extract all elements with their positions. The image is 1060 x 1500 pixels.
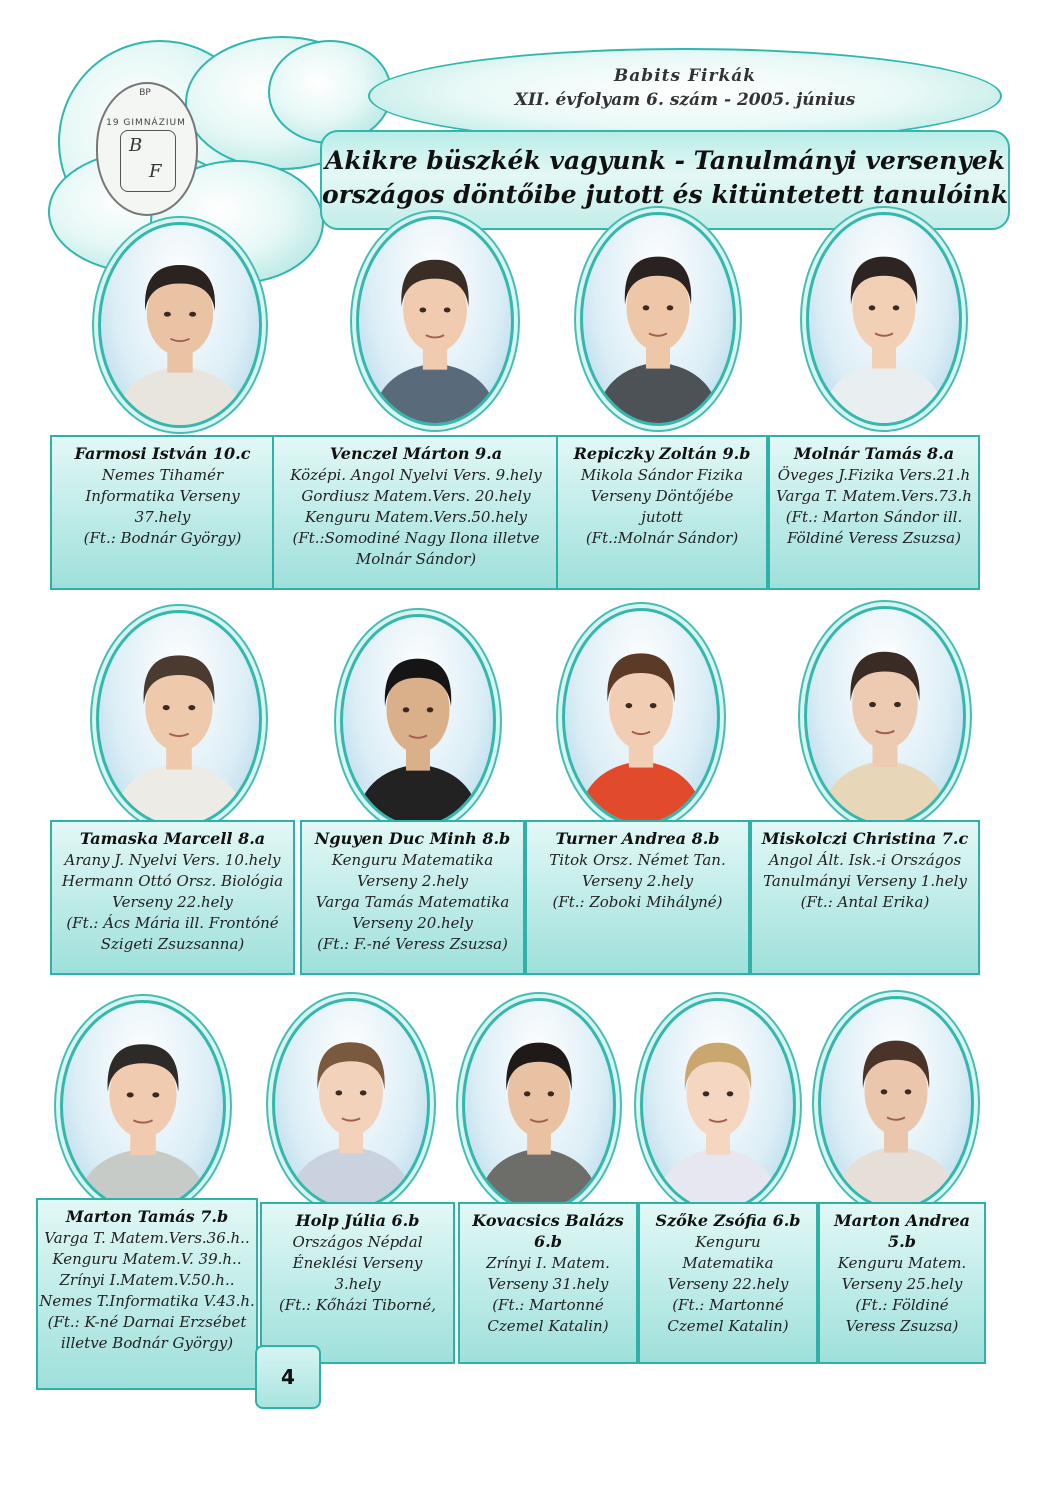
student-card: [638, 1202, 818, 1364]
achievement-line: Zrínyi I.Matem.V.50.h..: [59, 1271, 235, 1289]
student-card: [260, 1202, 455, 1364]
portrait-illustration: [583, 215, 733, 423]
publication-name: Babits Firkák: [613, 66, 757, 86]
page-number: 4: [255, 1345, 321, 1409]
student-photo: [96, 610, 262, 828]
student-photo: [580, 212, 736, 426]
student-card: [525, 820, 750, 975]
student-photo: [462, 998, 616, 1212]
achievement-line: Szigeti Zsuzsanna): [100, 935, 245, 953]
student-name: Tamaska Marcell 8.a: [79, 829, 266, 848]
achievement-line: (Ft.: Martonné: [672, 1296, 784, 1314]
achievement-line: Verseny 2.hely: [581, 872, 694, 890]
student-name: Holp Júlia 6.b: [295, 1211, 420, 1230]
achievement-line: (Ft.: Kőházi Tiborné,: [278, 1296, 437, 1314]
achievement-line: Kenguru Matematika: [331, 851, 494, 869]
portrait-illustration: [807, 609, 963, 823]
student-name: Farmosi István 10.c: [74, 444, 251, 463]
student-name: Nguyen Duc Minh 8.b: [314, 829, 511, 848]
logo-top-text: BP: [139, 88, 151, 98]
achievement-line: Veress Zsuzsa): [845, 1317, 959, 1335]
achievement-line: Arany J. Nyelvi Vers. 10.hely: [64, 851, 281, 869]
student-name: Szőke Zsófia 6.b: [655, 1211, 801, 1230]
student-card: [300, 820, 525, 975]
student-card: [768, 435, 980, 590]
achievement-line: Kenguru Matem.V. 39.h..: [52, 1250, 242, 1268]
achievement-line: Verseny Döntőjébe: [590, 487, 734, 505]
achievement-line: Középi. Angol Nyelvi Vers. 9.hely: [290, 466, 542, 484]
achievement-line: Varga T. Matem.Vers.73.h: [776, 487, 972, 505]
achievement-line: (Ft.: Antal Erika): [800, 893, 930, 911]
achievement-line: Kenguru Matem.: [837, 1254, 967, 1272]
portrait-illustration: [343, 617, 493, 825]
student-photo: [272, 998, 430, 1210]
issue-info: XII. évfolyam 6. szám - 2005. június: [514, 90, 856, 110]
achievement-line: 3.hely: [334, 1275, 381, 1293]
achievement-line: Czemel Katalin): [667, 1317, 789, 1335]
achievement-line: Gordiusz Matem.Vers. 20.hely: [301, 487, 531, 505]
achievement-line: (Ft.: F.-né Veress Zsuzsa): [317, 935, 508, 953]
achievement-line: Nemes Tihamér: [101, 466, 224, 484]
achievement-line: Országos Népdal: [292, 1233, 423, 1251]
achievement-line: Verseny 20.hely: [352, 914, 473, 932]
achievement-line: (Ft.: Bodnár György): [83, 529, 242, 547]
student-name: Miskolczi Christina 7.c: [761, 829, 969, 848]
student-name: Marton Andrea 5.b: [834, 1211, 970, 1251]
achievement-line: Mikola Sándor Fizika: [580, 466, 744, 484]
logo-band-text: 19 GIMNÁZIUM: [106, 118, 186, 128]
achievement-line: (Ft.:Molnár Sándor): [585, 529, 739, 547]
achievement-line: Verseny 25.hely: [841, 1275, 963, 1293]
portrait-illustration: [359, 219, 511, 423]
achievement-line: Verseny 2.hely: [356, 872, 469, 890]
student-photo: [804, 606, 966, 826]
student-photo: [818, 996, 974, 1210]
logo-letter-b: B: [129, 135, 143, 156]
logo-letter-f: F: [149, 161, 162, 182]
student-card: [50, 820, 295, 975]
student-photo: [98, 222, 262, 428]
title-line-2: országos döntőibe jutott és kitüntetett tanulóink: [322, 180, 1009, 209]
portrait-illustration: [275, 1001, 427, 1207]
achievement-line: Zrínyi I. Matem.: [486, 1254, 610, 1272]
student-name: Repiczky Zoltán 9.b: [573, 444, 751, 463]
achievement-line: Kenguru: [695, 1233, 761, 1251]
student-name: Kovacsics Balázs 6.b: [472, 1211, 624, 1251]
student-card: [458, 1202, 638, 1364]
achievement-line: Öveges J.Fizika Vers.21.h: [777, 466, 971, 484]
student-card: [818, 1202, 986, 1364]
student-card: [36, 1198, 258, 1390]
achievement-line: 37.hely: [134, 508, 191, 526]
achievement-line: Varga T. Matem.Vers.36.h..: [44, 1229, 250, 1247]
achievement-line: (Ft.: K-né Darnai Erzsébet: [47, 1313, 247, 1331]
portrait-illustration: [565, 611, 717, 823]
achievement-line: (Ft.: Marton Sándor ill.: [785, 508, 963, 526]
achievement-line: (Ft.:Somodiné Nagy Ilona illetve: [292, 529, 540, 547]
student-card: [750, 820, 980, 975]
achievement-line: Informatika Verseny: [85, 487, 240, 505]
achievement-line: Czemel Katalin): [487, 1317, 609, 1335]
achievement-line: Tanulmányi Verseny 1.hely: [763, 872, 967, 890]
achievement-line: (Ft.: Ács Mária ill. Frontóné: [66, 914, 279, 932]
achievement-line: Verseny 22.hely: [667, 1275, 789, 1293]
achievement-line: Matematika: [682, 1254, 774, 1272]
achievement-line: jutott: [641, 508, 683, 526]
portrait-illustration: [821, 999, 971, 1207]
achievement-line: Varga Tamás Matematika: [315, 893, 510, 911]
achievement-line: (Ft.: Martonné: [492, 1296, 604, 1314]
achievement-line: Földiné Veress Zsuzsa): [787, 529, 961, 547]
achievement-line: Éneklési Verseny: [292, 1254, 423, 1272]
achievement-line: Verseny 31.hely: [487, 1275, 609, 1293]
achievement-line: (Ft.: Zoboki Mihályné): [552, 893, 723, 911]
achievement-line: Kenguru Matem.Vers.50.hely: [304, 508, 528, 526]
student-photo: [562, 608, 720, 826]
portrait-illustration: [643, 1001, 793, 1209]
portrait-illustration: [63, 1003, 223, 1209]
achievement-line: Molnár Sándor): [355, 550, 477, 568]
achievement-line: Angol Ált. Isk.-i Országos: [768, 851, 962, 869]
achievement-line: illetve Bodnár György): [60, 1334, 234, 1352]
student-photo: [356, 216, 514, 426]
student-photo: [60, 1000, 226, 1212]
student-photo: [806, 212, 962, 426]
portrait-illustration: [465, 1001, 613, 1209]
logo-monogram: [120, 130, 176, 192]
student-card: [556, 435, 768, 590]
achievement-line: Verseny 22.hely: [112, 893, 233, 911]
achievement-line: (Ft.: Földiné: [855, 1296, 949, 1314]
portrait-illustration: [101, 225, 259, 425]
portrait-illustration: [99, 613, 259, 825]
student-photo: [340, 614, 496, 828]
portrait-illustration: [809, 215, 959, 423]
student-name: Molnár Tamás 8.a: [793, 444, 955, 463]
student-photo: [640, 998, 796, 1212]
school-logo: [96, 82, 198, 216]
achievement-line: Hermann Ottó Orsz. Biológia: [61, 872, 284, 890]
achievement-line: Titok Orsz. Német Tan.: [549, 851, 726, 869]
achievement-line: Nemes T.Informatika V.43.h.: [39, 1292, 255, 1310]
title-line-1: Akikre büszkék vagyunk - Tanulmányi versenyek: [324, 146, 1006, 175]
student-card: [50, 435, 275, 590]
student-card: [272, 435, 560, 590]
student-name: Marton Tamás 7.b: [65, 1207, 229, 1226]
student-name: Turner Andrea 8.b: [555, 829, 720, 848]
student-name: Venczel Márton 9.a: [329, 444, 503, 463]
